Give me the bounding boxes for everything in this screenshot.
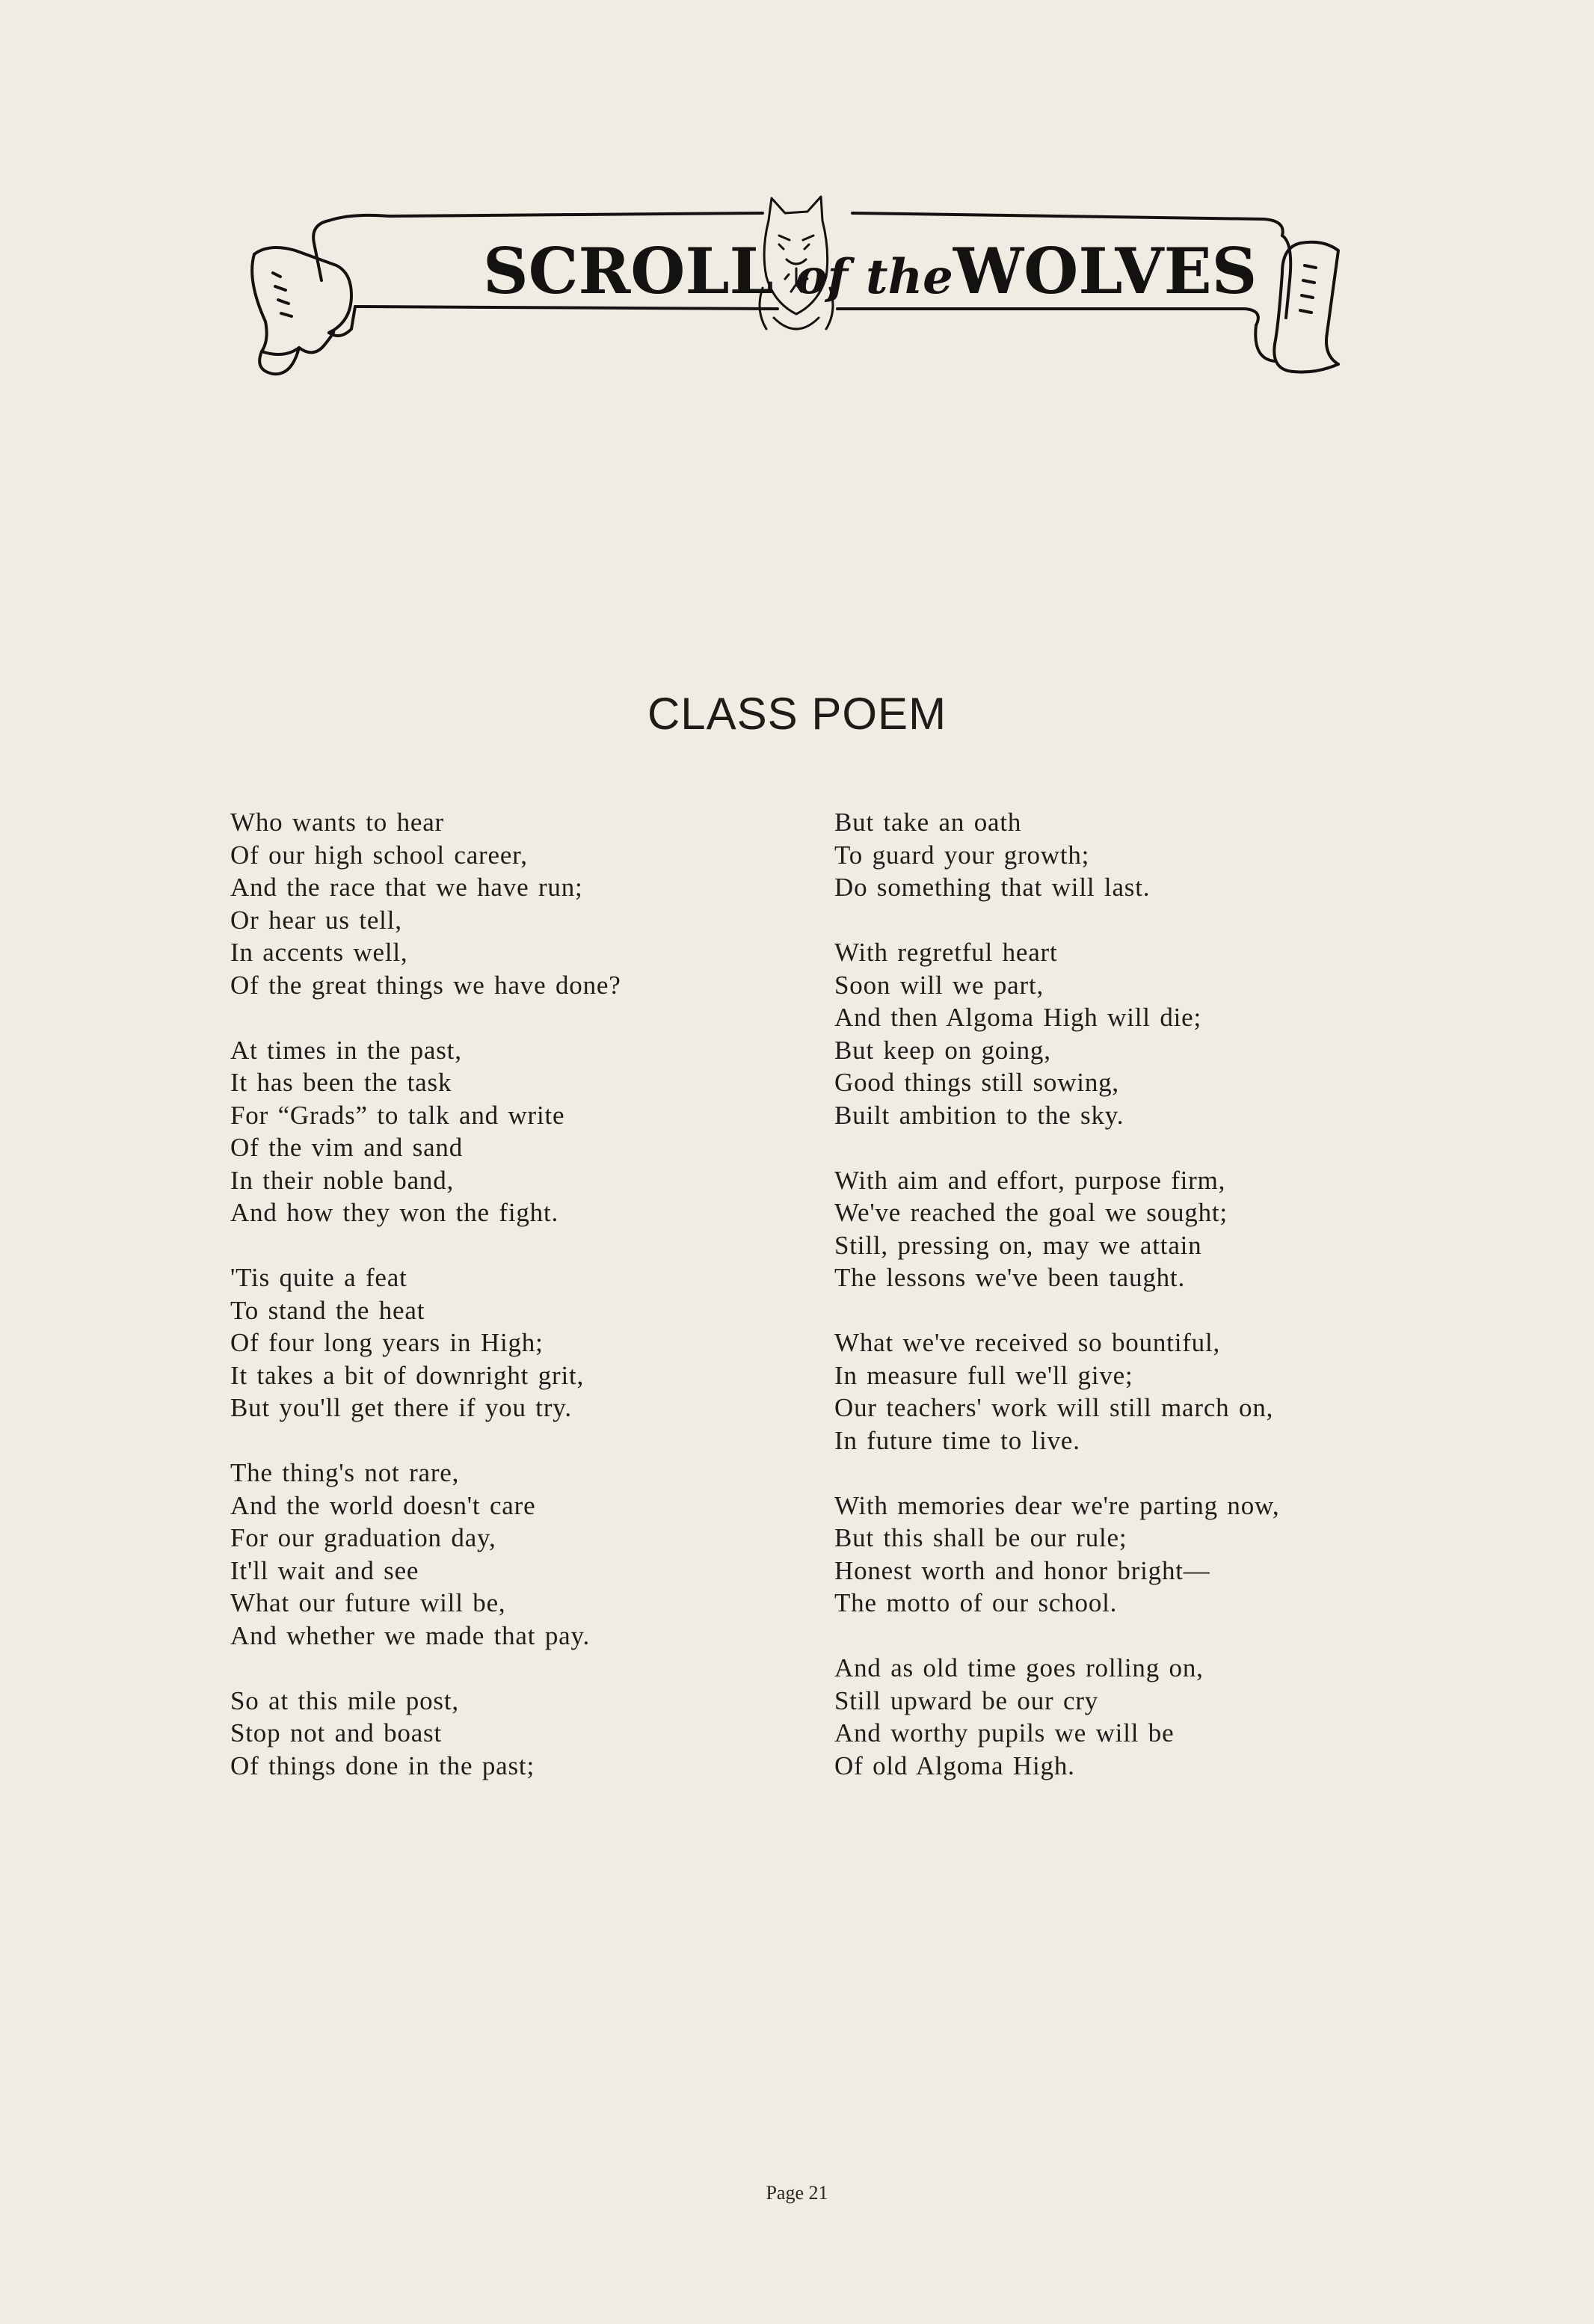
stanza xyxy=(834,936,1403,1131)
poem-line: With regretful heart xyxy=(834,938,1058,967)
poem-line: The thing's not rare, xyxy=(230,1458,460,1487)
poem-line: But keep on going, xyxy=(834,1035,1051,1065)
poem-line: Of things done in the past; xyxy=(230,1750,535,1780)
poem-line: For “Grads” to talk and write xyxy=(230,1100,565,1130)
stanza xyxy=(834,1652,1403,1782)
poem-line: Built ambition to the sky. xyxy=(834,1100,1124,1130)
poem-line: Who wants to hear xyxy=(230,808,444,837)
poem-line: To stand the heat xyxy=(230,1295,425,1325)
page-number: Page 21 xyxy=(766,2182,828,2204)
poem-line: Still upward be our cry xyxy=(834,1685,1099,1715)
masthead-banner xyxy=(239,191,1361,378)
poem-line: The motto of our school. xyxy=(834,1588,1118,1617)
poem-line: In future time to live. xyxy=(834,1425,1080,1455)
poem-line: Good things still sowing, xyxy=(834,1068,1119,1097)
poem-line: Soon will we part, xyxy=(834,970,1044,1000)
poem-line: Do something that will last. xyxy=(834,873,1151,902)
poem-line: For our graduation day, xyxy=(230,1523,496,1552)
poem-line: The lessons we've been taught. xyxy=(834,1263,1185,1292)
poem-column-left xyxy=(230,806,798,1815)
poem-line: With memories dear we're parting now, xyxy=(834,1490,1280,1520)
poem-line: And whether we made that pay. xyxy=(230,1620,591,1650)
poem-line: But this shall be our rule; xyxy=(834,1523,1127,1552)
banner-word-the: the xyxy=(866,249,953,305)
poem-line: So at this mile post, xyxy=(230,1685,459,1715)
banner-word-wolves: WOLVES xyxy=(953,234,1258,308)
poem-line: In their noble band, xyxy=(230,1165,455,1195)
poem-line: It has been the task xyxy=(230,1068,452,1097)
poem-line: Of four long years in High; xyxy=(230,1328,544,1357)
poem-title: CLASS POEM xyxy=(647,689,947,739)
poem-line: At times in the past, xyxy=(230,1035,462,1065)
poem-line: And worthy pupils we will be xyxy=(834,1718,1175,1747)
poem-line: Of old Algoma High. xyxy=(834,1750,1075,1780)
poem-line: But you'll get there if you try. xyxy=(230,1393,572,1422)
stanza xyxy=(834,1327,1403,1457)
poem-line: And as old time goes rolling on, xyxy=(834,1653,1204,1682)
banner-title-right xyxy=(866,219,1258,330)
stanza xyxy=(230,1261,798,1424)
poem-line: Of our high school career, xyxy=(230,840,528,870)
poem-column-right xyxy=(834,806,1403,1815)
poem-line: With aim and effort, purpose firm, xyxy=(834,1165,1226,1195)
stanza xyxy=(834,806,1403,904)
stanza xyxy=(230,1034,798,1229)
poem-line: And the race that we have run; xyxy=(230,873,583,902)
poem-line: And how they won the fight. xyxy=(230,1198,559,1227)
stanza xyxy=(230,1685,798,1783)
poem-line: Stop not and boast xyxy=(230,1718,442,1747)
poem-line: It'll wait and see xyxy=(230,1555,419,1585)
stanza xyxy=(230,806,798,1001)
poem-line: Of the vim and sand xyxy=(230,1133,464,1162)
stanza xyxy=(230,1457,798,1652)
poem-line: Still, pressing on, may we attain xyxy=(834,1230,1202,1260)
poem-line: And the world doesn't care xyxy=(230,1490,536,1520)
poem-line: But take an oath xyxy=(834,808,1022,837)
poem-line: Of the great things we have done? xyxy=(230,970,621,1000)
poem-line: 'Tis quite a feat xyxy=(230,1263,407,1292)
banner-word-of: of xyxy=(795,249,849,305)
poem-line: In accents well, xyxy=(230,938,408,967)
poem-line: Honest worth and honor bright— xyxy=(834,1555,1210,1585)
poem-line: Our teachers' work will still march on, xyxy=(834,1393,1274,1422)
poem-line: It takes a bit of downright grit, xyxy=(230,1360,585,1390)
stanza xyxy=(834,1164,1403,1294)
stanza xyxy=(834,1490,1403,1620)
poem-line: What our future will be, xyxy=(230,1588,506,1617)
poem-line: Or hear us tell, xyxy=(230,905,402,935)
banner-word-scroll: SCROLL xyxy=(482,234,774,308)
poem-line: To guard your growth; xyxy=(834,840,1090,870)
poem-line: What we've received so bountiful, xyxy=(834,1328,1221,1357)
poem-line: And then Algoma High will die; xyxy=(834,1003,1202,1032)
poem-line: In measure full we'll give; xyxy=(834,1360,1133,1390)
poem-line: We've reached the goal we sought; xyxy=(834,1198,1228,1227)
